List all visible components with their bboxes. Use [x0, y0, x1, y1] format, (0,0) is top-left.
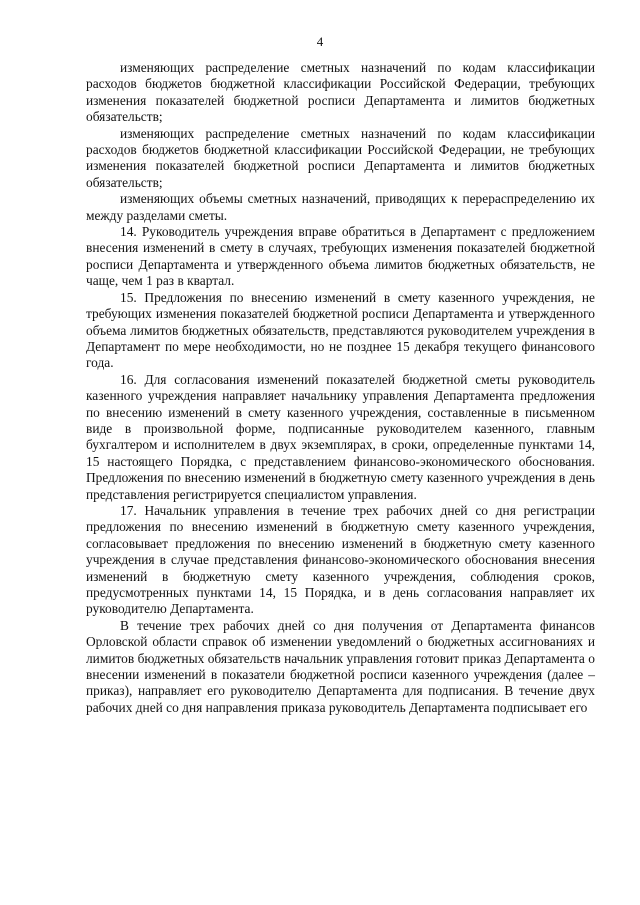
paragraph-subitem-2: изменяющих распределение сметных назначений по кодам классификации расходов бюджетов бюджетной классификации Российской Федерации, не требующих изменения показателей бюджетной росписи Департамента и лимитов бюджетных обязательств;: [86, 125, 595, 190]
paragraph-16: 16. Для согласования изменений показателей бюджетной сметы руководитель казенного учреждения направляет начальнику управления Департамента предложения по внесению изменений в смету казенного учреждения, составленные в письменном виде в произвольной форме, подписанные руководителем казенного, главным бухгалтером и исполнителем в двух экземплярах, в сроки, определенные пунктами 14, 15 настоящего Порядка, с представлением финансово-экономического обоснования. Предложения по внесению изменений в бюджетную смету казенного учреждения в день представления регистрируется специалистом управления.: [86, 371, 595, 502]
paragraph-15: 15. Предложения по внесению изменений в смету казенного учреждения, не требующих изменения показателей бюджетной росписи Департамента и утвержденного объема лимитов бюджетных обязательств, представляются руководителем учреждения в Департамент по мере необходимости, но не позднее 15 декабря текущего финансового года.: [86, 289, 595, 371]
document-body: [86, 60, 595, 716]
page-number: 4: [316, 34, 324, 49]
paragraph-subitem-3: изменяющих объемы сметных назначений, приводящих к перераспределению их между разделами сметы.: [86, 191, 595, 223]
paragraph-17: 17. Начальник управления в течение трех рабочих дней со дня регистрации предложения по внесению изменений в бюджетную смету казенного учреждения, согласовывает предложения по внесению изменений в бюджетную смету казенного учреждения в случае представления финансово-экономического обоснования внесения изменений в бюджетную смету казенного учреждения, соблюдения сроков, предусмотренных пунктами 14, 15 Порядка, и в день согласования направляет их руководителю Департамента.: [86, 502, 595, 617]
paragraph-17-continuation: В течение трех рабочих дней со дня получения от Департамента финансов Орловской области справок об изменении уведомлений о бюджетных ассигнованиях и лимитов бюджетных обязательств начальник управления готовит приказ Департамента о внесении изменений в показатели бюджетной росписи казенного учреждения (далее – приказ), направляет его руководителю Департамента для подписания. В течение двух рабочих дней со дня направления приказа руководитель Департамента подписывает его: [86, 617, 595, 715]
paragraph-14: 14. Руководитель учреждения вправе обратиться в Департамент с предложением внесения изменений в смету в случаях, требующих изменения показателей бюджетной росписи Департамента и утвержденного объема лимитов бюджетных обязательств, не чаще, чем 1 раз в квартал.: [86, 224, 595, 289]
paragraph-subitem-1: изменяющих распределение сметных назначений по кодам классификации расходов бюджетов бюджетной классификации Российской Федерации, требующих изменения показателей бюджетной росписи Департамента и лимитов бюджетных обязательств;: [86, 60, 595, 125]
